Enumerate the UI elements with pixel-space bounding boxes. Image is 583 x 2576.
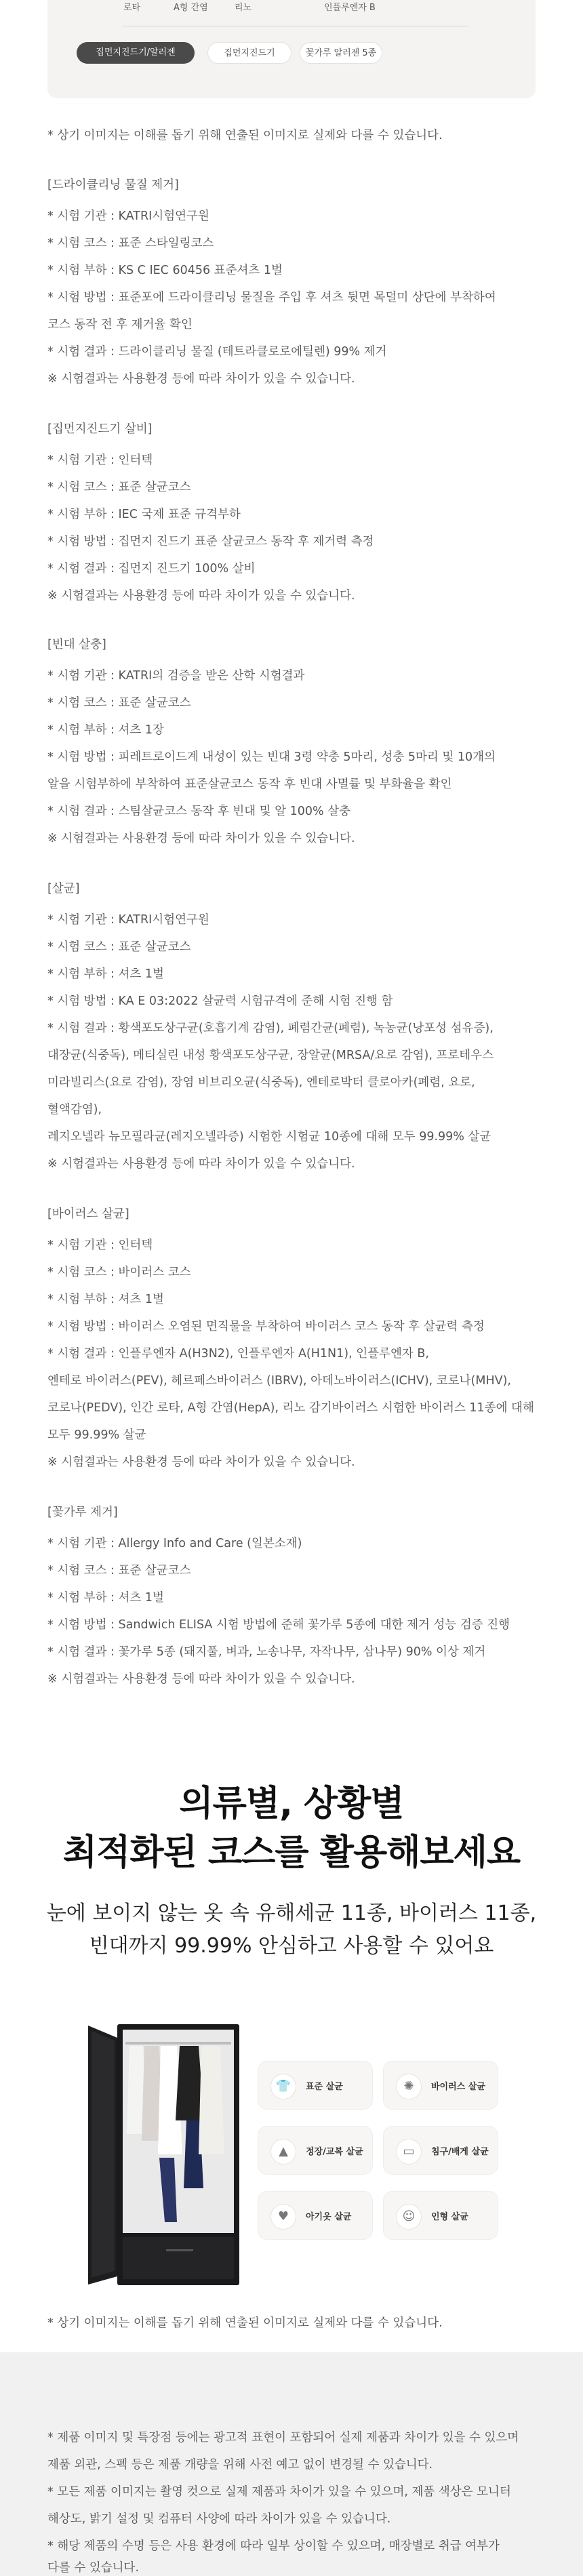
test-line: * 시험 부하 : 셔츠 1벌 bbox=[47, 967, 164, 981]
test-section-dryclean bbox=[47, 176, 542, 393]
test-line: * 시험 방법 : KA E 03:2022 살균력 시험규격에 준해 시험 진행 함 bbox=[47, 994, 393, 1008]
test-line: * 시험 방법 : 표준포에 드라이클리닝 물질을 주입 후 셔츠 뒷면 목덜미 상단에 부착하여 bbox=[47, 291, 496, 304]
course-card-doll[interactable] bbox=[383, 2191, 498, 2240]
test-line: * 시험 코스 : 바이러스 코스 bbox=[47, 1266, 191, 1279]
course-card-bedding[interactable] bbox=[383, 2126, 498, 2175]
disclaimer-line: 제품 외관, 스펙 등은 제품 개량을 위해 사전 예고 없이 변경될 수 있습니다. bbox=[47, 2458, 433, 2472]
course-card-virus[interactable] bbox=[383, 2061, 498, 2110]
shirt-icon: 👕 bbox=[270, 2074, 296, 2099]
test-section-virus bbox=[47, 1205, 542, 1476]
test-line: 알을 시험부하에 부착하여 표준살균코스 동작 후 빈대 사멸률 및 부화율을 확인 bbox=[47, 778, 452, 791]
tab-pollen-allergen[interactable]: 꽃가루 알러젠 5종 bbox=[300, 42, 382, 64]
hero-title-line2: 최적화된 코스를 활용해보세요 bbox=[62, 1832, 521, 1873]
disclaimer-line: 해상도, 밝기 설정 및 컴퓨터 사양에 따라 차이가 있을 수 있습니다. bbox=[47, 2512, 391, 2526]
test-line: * 시험 결과 : 꽃가루 5종 (돼지풀, 벼과, 노송나무, 자작나무, 삼나무) 90% 이상 제거 bbox=[47, 1645, 486, 1659]
course-panel bbox=[47, 0, 536, 98]
course-label: 침구/배게 살균 bbox=[431, 2147, 489, 2157]
test-line: * 시험 기관 : Allergy Info and Care (일본소재) bbox=[47, 1537, 302, 1550]
doll-icon: ☺ bbox=[396, 2204, 422, 2230]
tab-dust-mite-allergen[interactable]: 집먼지진드기/알러젠 bbox=[77, 42, 195, 64]
disclaimer-footer bbox=[0, 2352, 583, 2576]
test-line: * 시험 부하 : 셔츠 1벌 bbox=[47, 1591, 164, 1605]
course-label: 인형 살균 bbox=[431, 2212, 468, 2222]
test-section-sterilization bbox=[47, 880, 542, 1178]
test-line: 코스 동작 전 후 제거율 확인 bbox=[47, 318, 193, 331]
hero-title-line1: 의류별, 상황별 bbox=[179, 1784, 404, 1824]
virus-list bbox=[47, 0, 536, 19]
baby-clothes-icon: ♥ bbox=[270, 2204, 296, 2230]
test-line: * 시험 결과 : 스팀살균코스 동작 후 빈대 및 알 100% 살충 bbox=[47, 805, 351, 818]
hero-subtitle-line1: 눈에 보이지 않는 옷 속 유해세균 11종, 바이러스 11종, bbox=[46, 1901, 537, 1925]
virus-icon: ✺ bbox=[396, 2074, 422, 2099]
test-line: * 시험 결과 : 황색포도상구균(호흡기계 감염), 폐렴간균(폐렴), 녹농균(낭포성 섬유증), bbox=[47, 1022, 494, 1035]
test-line: * 시험 방법 : 바이러스 오염된 면직물을 부착하여 바이러스 코스 동작 후 살균력 측정 bbox=[47, 1320, 485, 1333]
test-line: * 시험 기관 : KATRI시험연구원 bbox=[47, 209, 209, 223]
test-line: * 시험 부하 : IEC 국제 표준 규격부하 bbox=[47, 508, 241, 521]
course-grid bbox=[258, 2061, 502, 2264]
test-line: ※ 시험결과는 사용환경 등에 따라 차이가 있을 수 있습니다. bbox=[47, 1455, 355, 1469]
test-line: * 시험 기관 : KATRI의 검증을 받은 산학 시험결과 bbox=[47, 669, 305, 683]
test-line: * 시험 기관 : KATRI시험연구원 bbox=[47, 913, 209, 927]
disclaimer-line: * 모든 제품 이미지는 촬영 컷으로 실제 제품과 차이가 있을 수 있으며, 제품 색상은 모니터 bbox=[47, 2485, 511, 2499]
test-line: * 시험 부하 : 셔츠 1벌 bbox=[47, 1293, 164, 1306]
virus-chip: A형 간염 bbox=[174, 3, 208, 13]
hero-subtitle-line2: 빈대까지 99.99% 안심하고 사용할 수 있어요 bbox=[89, 1934, 494, 1958]
test-line: 대장균(식중독), 메티실린 내성 황색포도상구균, 장알균(MRSA/요로 감염), 프로테우스 bbox=[47, 1049, 494, 1062]
image-notice: * 상기 이미지는 이해를 돕기 위해 연출된 이미지로 실제와 다를 수 있습니다. bbox=[47, 2316, 443, 2330]
course-card-standard[interactable] bbox=[258, 2061, 373, 2110]
tab-dust-mite[interactable]: 집먼지진드기 bbox=[207, 42, 292, 64]
test-line: ※ 시험결과는 사용환경 등에 따라 차이가 있을 수 있습니다. bbox=[47, 589, 355, 603]
section-title: [빈대 살충] bbox=[47, 638, 106, 651]
course-card-baby[interactable] bbox=[258, 2191, 373, 2240]
test-line: 모두 99.99% 살균 bbox=[47, 1428, 146, 1442]
test-line: * 시험 결과 : 드라이클리닝 물질 (테트라클로로에틸렌) 99% 제거 bbox=[47, 345, 387, 359]
virus-chip: 리노 bbox=[235, 3, 252, 13]
suit-icon: ▲ bbox=[270, 2139, 296, 2165]
section-title: [바이러스 살균] bbox=[47, 1207, 129, 1221]
test-section-bedbug bbox=[47, 636, 542, 852]
image-notice: * 상기 이미지는 이해를 돕기 위해 연출된 이미지로 실제와 다를 수 있습니다. bbox=[47, 129, 443, 142]
test-line: * 시험 코스 : 표준 살균코스 bbox=[47, 940, 191, 954]
test-line: ※ 시험결과는 사용환경 등에 따라 차이가 있을 수 있습니다. bbox=[47, 1157, 355, 1171]
test-line: * 시험 부하 : 셔츠 1장 bbox=[47, 723, 164, 737]
test-line: * 시험 방법 : Sandwich ELISA 시험 방법에 준해 꽃가루 5종에 대한 제거 성능 검증 진행 bbox=[47, 1618, 510, 1632]
test-line: ※ 시험결과는 사용환경 등에 따라 차이가 있을 수 있습니다. bbox=[47, 372, 355, 386]
test-line: 엔테로 바이러스(PEV), 헤르페스바이러스 (IBRV), 아데노바이러스(ICHV), 코로나(MHV), bbox=[47, 1374, 511, 1388]
test-line: * 시험 방법 : 집먼지 진드기 표준 살균코스 동작 후 제거력 측정 bbox=[47, 535, 374, 548]
disclaimer-line: * 제품 이미지 및 특장점 등에는 광고적 표현이 포함되어 실제 제품과 차이가 있을 수 있으며 bbox=[47, 2431, 519, 2444]
test-section-pollen bbox=[47, 1504, 542, 1693]
section-title: [드라이클리닝 물질 제거] bbox=[47, 178, 179, 192]
test-line: * 시험 코스 : 표준 살균코스 bbox=[47, 696, 191, 710]
disclaimer-line: 다를 수 있습니다. bbox=[47, 2561, 140, 2575]
course-label: 표준 살균 bbox=[306, 2082, 343, 2092]
test-line: * 시험 기관 : 인터텍 bbox=[47, 1239, 153, 1252]
hero-subtitle bbox=[0, 1897, 583, 1963]
section-title: [살균] bbox=[47, 882, 80, 895]
disclaimer-line: * 해당 제품의 수명 등은 사용 환경에 따라 일부 상이할 수 있으며, 매장별로 취급 여부가 bbox=[47, 2539, 500, 2553]
test-line: ※ 시험결과는 사용환경 등에 따라 차이가 있을 수 있습니다. bbox=[47, 1672, 355, 1686]
course-label: 바이러스 살균 bbox=[431, 2082, 485, 2092]
virus-chip: 로타 bbox=[123, 3, 141, 13]
test-line: * 시험 부하 : KS C IEC 60456 표준셔츠 1벌 bbox=[47, 264, 283, 277]
test-line: * 시험 결과 : 인플루엔자 A(H3N2), 인플루엔자 A(H1N1), 인플루엔자 B, bbox=[47, 1347, 429, 1361]
test-line: 레지오넬라 뉴모필라균(레지오넬라증) 시험한 시험균 10종에 대해 모두 99.99% 살균 bbox=[47, 1130, 491, 1144]
test-line: * 시험 기관 : 인터텍 bbox=[47, 454, 153, 467]
test-line: * 시험 결과 : 집먼지 진드기 100% 살비 bbox=[47, 562, 256, 576]
test-line: * 시험 코스 : 표준 스타일링코스 bbox=[47, 237, 214, 250]
section-title: [집먼지진드기 살비] bbox=[47, 422, 153, 436]
test-line: 혈액감염), bbox=[47, 1103, 102, 1116]
styler-product-image bbox=[85, 2019, 244, 2290]
test-line: * 시험 방법 : 피레트로이드계 내성이 있는 빈대 3령 약충 5마리, 성충 5마리 및 10개의 bbox=[47, 750, 496, 764]
virus-chip: 인플루엔자 B bbox=[324, 3, 376, 13]
course-label: 정장/교복 살균 bbox=[306, 2147, 363, 2157]
styler-illustration bbox=[85, 2019, 244, 2290]
bedding-icon: ▭ bbox=[396, 2139, 422, 2165]
test-section-dust-mite bbox=[47, 420, 542, 609]
test-line: 코로나(PEDV), 인간 로타, A형 간염(HepA), 리노 감기바이러스 시험한 바이러스 11종에 대해 bbox=[47, 1401, 534, 1415]
course-hero bbox=[0, 1779, 583, 1963]
course-card-suit[interactable] bbox=[258, 2126, 373, 2175]
test-line: * 시험 코스 : 표준 살균코스 bbox=[47, 1564, 191, 1577]
hero-title bbox=[0, 1779, 583, 1877]
section-title: [꽃가루 제거] bbox=[47, 1506, 118, 1519]
test-line: ※ 시험결과는 사용환경 등에 따라 차이가 있을 수 있습니다. bbox=[47, 832, 355, 845]
test-line: 미라빌리스(요로 감염), 장염 비브리오균(식중독), 엔테로박터 클로아카(폐렴, 요로, bbox=[47, 1076, 475, 1089]
test-line: * 시험 코스 : 표준 살균코스 bbox=[47, 481, 191, 494]
course-label: 아기옷 살균 bbox=[306, 2212, 352, 2222]
